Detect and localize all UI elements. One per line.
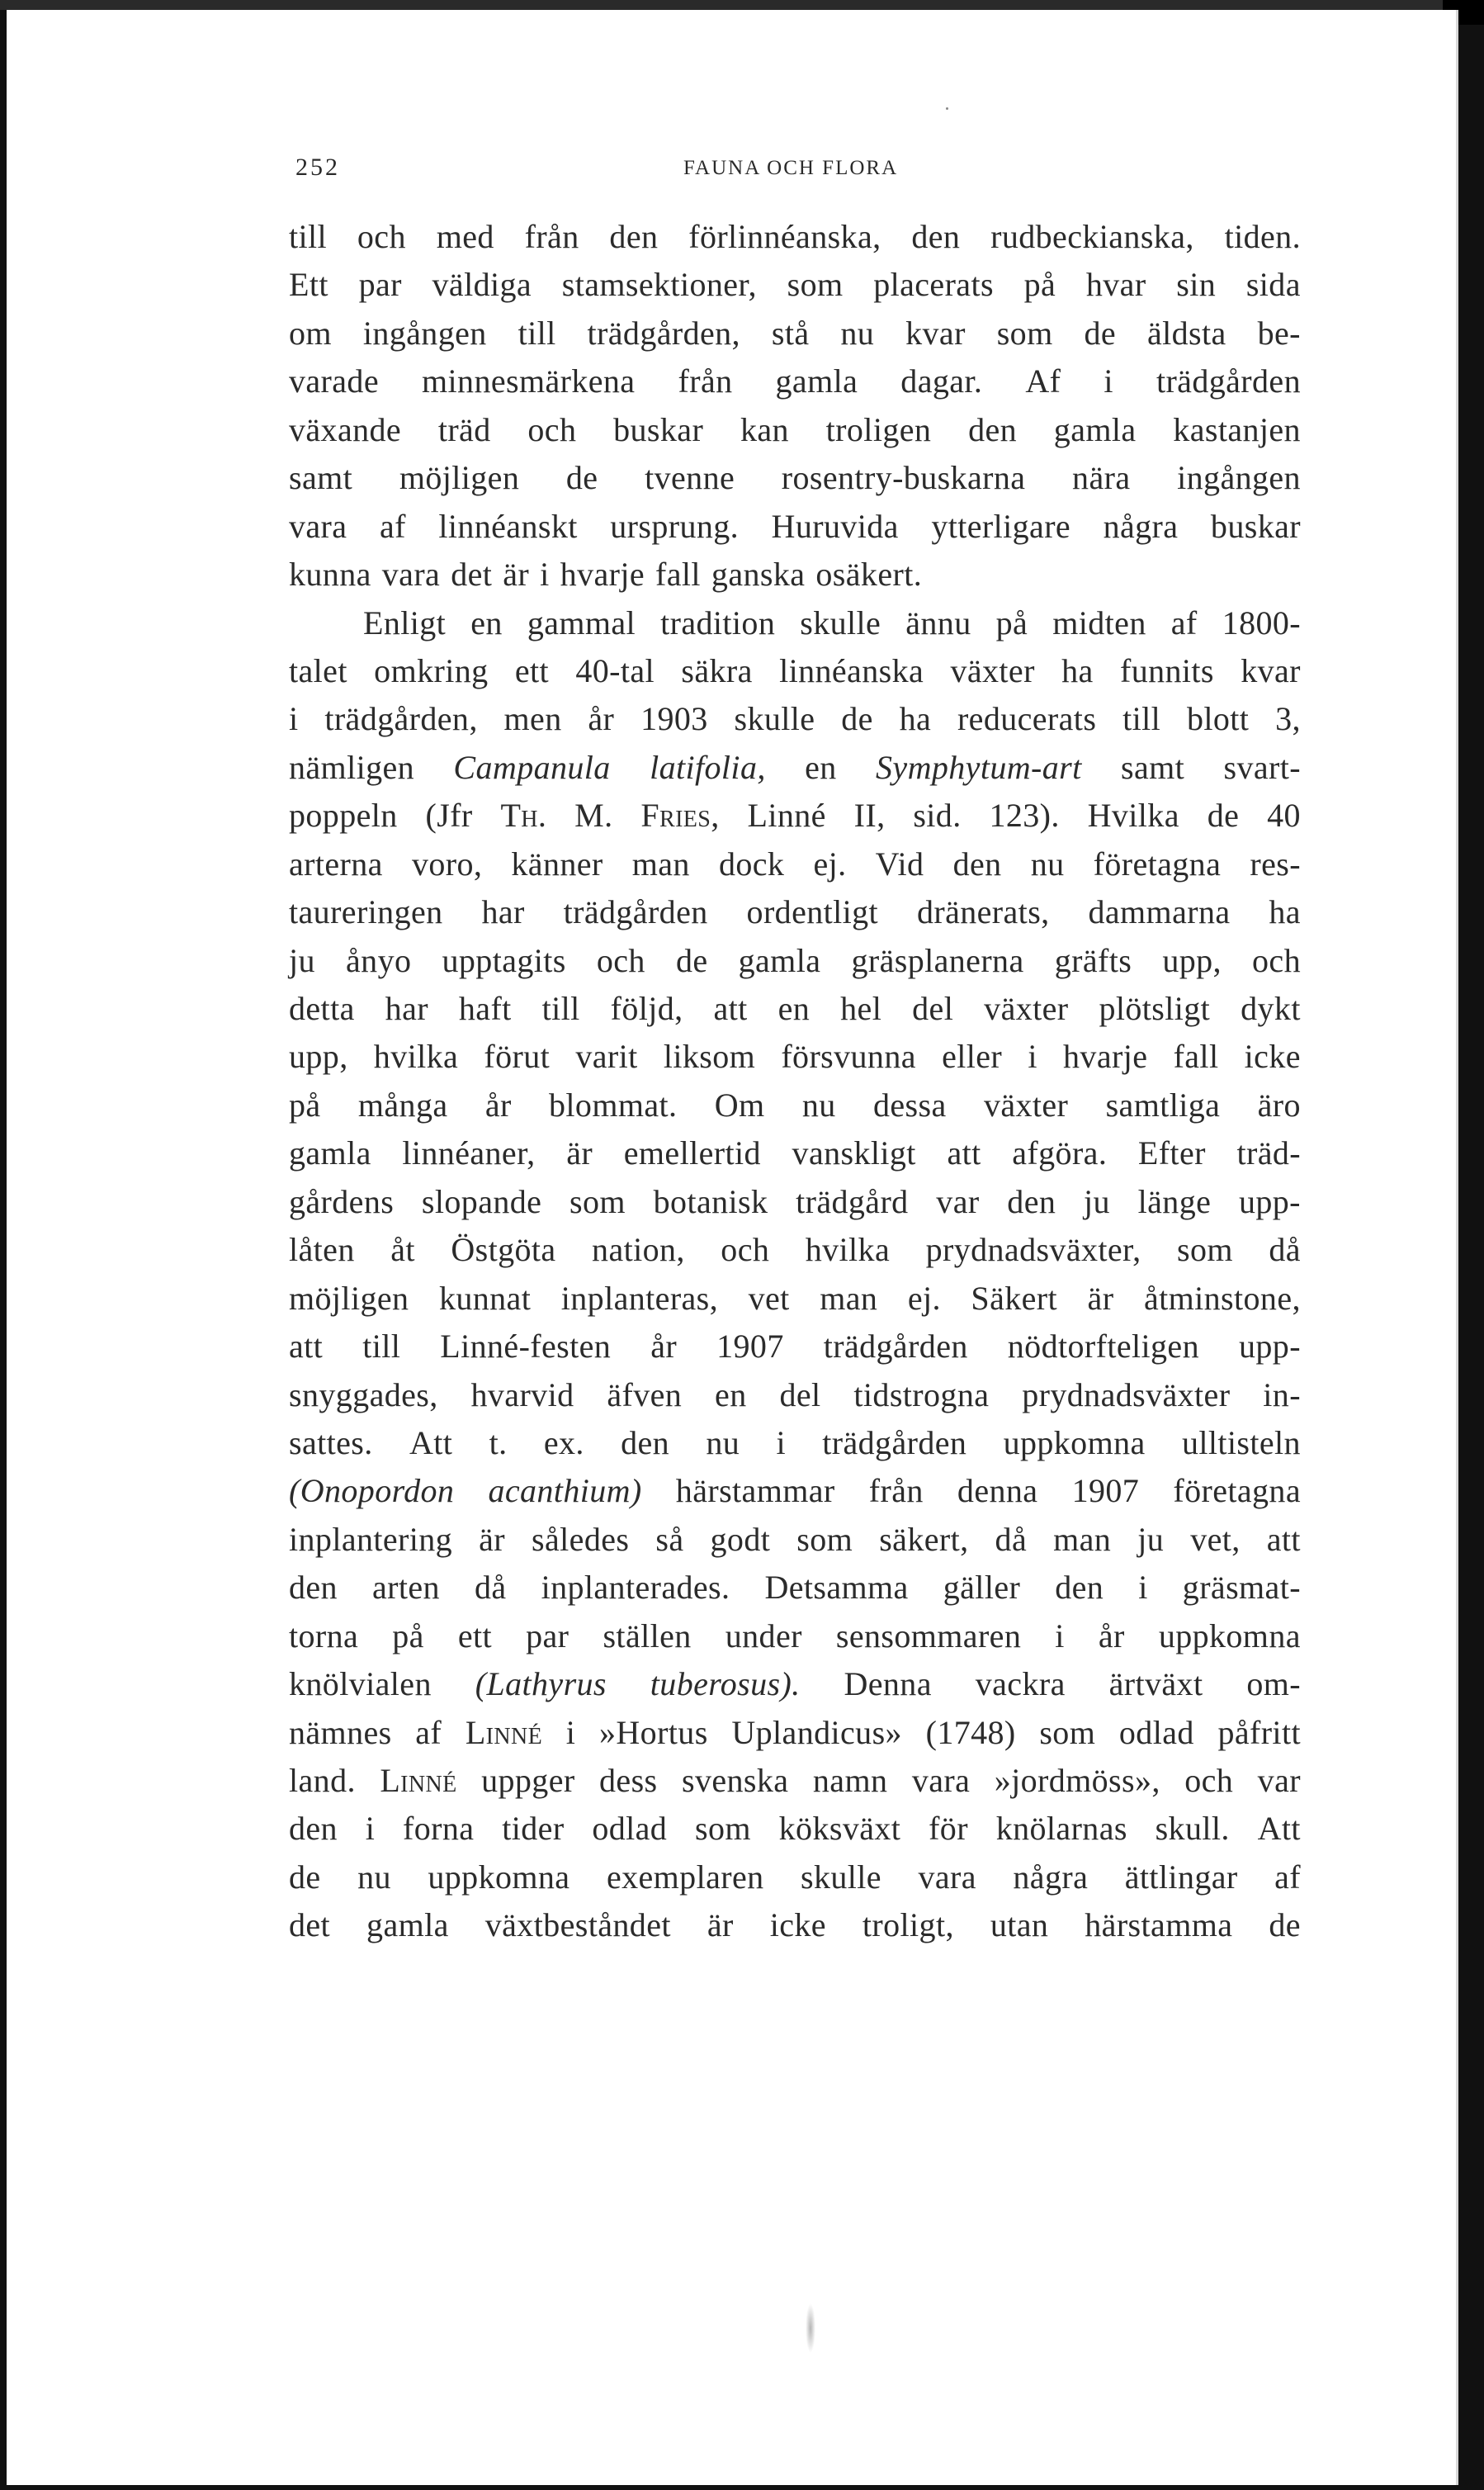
scan-top-edge [0,0,1484,10]
text-line: snyggades, hvarvid äfven en del tidstrogna prydnadsväxter in- [289,1375,1301,1413]
text-line: inplantering är således så godt som säkert, då man ju vet, att [289,1520,1301,1558]
text-line: det gamla växtbeståndet är icke troligt, utan härstamma de [289,1906,1301,1944]
text-line: land. Linné uppger dess svenska namn vara »jordmöss», och var [289,1762,1301,1799]
page-number: 252 [295,154,340,181]
text-line: gårdens slopande som botanisk trädgård var den ju länge upp- [289,1182,1301,1220]
text-line: poppeln (Jfr Th. M. Fries, Linné II, sid. 123). Hvilka de 40 [289,797,1301,835]
text-line: torna på ett par ställen under sensommaren i år uppkomna [289,1617,1301,1654]
text-line: taureringen har trädgården ordentligt dränerats, dammarna ha [289,893,1301,931]
text-line: låten åt Östgöta nation, och hvilka prydnadsväxter, som då [289,1231,1301,1269]
scan-smudge [806,2303,815,2353]
text-line: upp, hvilka förut varit liksom försvunna eller i hvarje fall icke [289,1038,1301,1076]
body-text [289,213,1301,1950]
running-title: FAUNA OCH FLORA [683,157,899,179]
text-line: kunna vara det är i hvarje fall ganska osäkert. [289,556,923,594]
text-line: växande träd och buskar kan troligen den gamla kastanjen [289,410,1301,448]
text-line: detta har haft till följd, att en hel del växter plötsligt dykt [289,990,1301,1027]
text-line: till och med från den förlinnéanska, den rudbeckianska, tiden. [289,218,1301,255]
text-line: gamla linnéaner, är emellertid vanskligt att afgöra. Efter träd- [289,1134,1301,1172]
text-line: den i forna tider odlad som köksväxt för knölarnas skull. Att [289,1810,1301,1848]
text-line: att till Linné-festen år 1907 trädgården nödtorfteligen upp- [289,1328,1301,1366]
text-line: den arten då inplanterades. Detsamma gäller den i gräsmat- [289,1569,1301,1607]
text-line: (Onopordon acanthium) härstammar från denna 1907 företagna [289,1472,1301,1510]
page-header [295,154,1302,187]
paper-speck [946,107,948,110]
text-line: om ingången till trädgården, stå nu kvar som de äldsta be- [289,314,1301,352]
text-line: knölvialen (Lathyrus tuberosus). Denna vackra ärtväxt om- [289,1665,1301,1703]
text-line: samt möjligen de tvenne rosentry-buskarna nära ingången [289,459,1301,497]
text-line: de nu uppkomna exemplaren skulle vara några ättlingar af [289,1858,1301,1896]
text-line: på många år blommat. Om nu dessa växter samtliga äro [289,1086,1301,1124]
text-line: vara af linnéanskt ursprung. Huruvida ytterligare några buskar [289,507,1301,545]
text-line: nämligen Campanula latifolia, en Symphytum-art samt svart- [289,748,1301,786]
text-line: ju ånyo upptagits och de gamla gräsplanerna gräfts upp, och [289,941,1301,979]
text-line: varade minnesmärkena från gamla dagar. Af i trädgården [289,362,1301,400]
text-line: möjligen kunnat inplanteras, vet man ej. Säkert är åtminstone, [289,1279,1301,1317]
text-line: i trädgården, men år 1903 skulle de ha reducerats till blott 3, [289,700,1301,738]
text-line: nämnes af Linné i »Hortus Uplandicus» (1748) som odlad påfritt [289,1713,1301,1751]
text-line: talet omkring ett 40-tal säkra linnéanska växter ha funnits kvar [289,651,1301,689]
text-line: Enligt en gammal tradition skulle ännu på midten af 1800- [363,604,1301,641]
text-line: sattes. Att t. ex. den nu i trädgården uppkomna ulltisteln [289,1423,1301,1461]
text-line: arterna voro, känner man dock ej. Vid den nu företagna res- [289,845,1301,883]
text-line: Ett par väldiga stamsektioner, som placerats på hvar sin sida [289,266,1301,304]
